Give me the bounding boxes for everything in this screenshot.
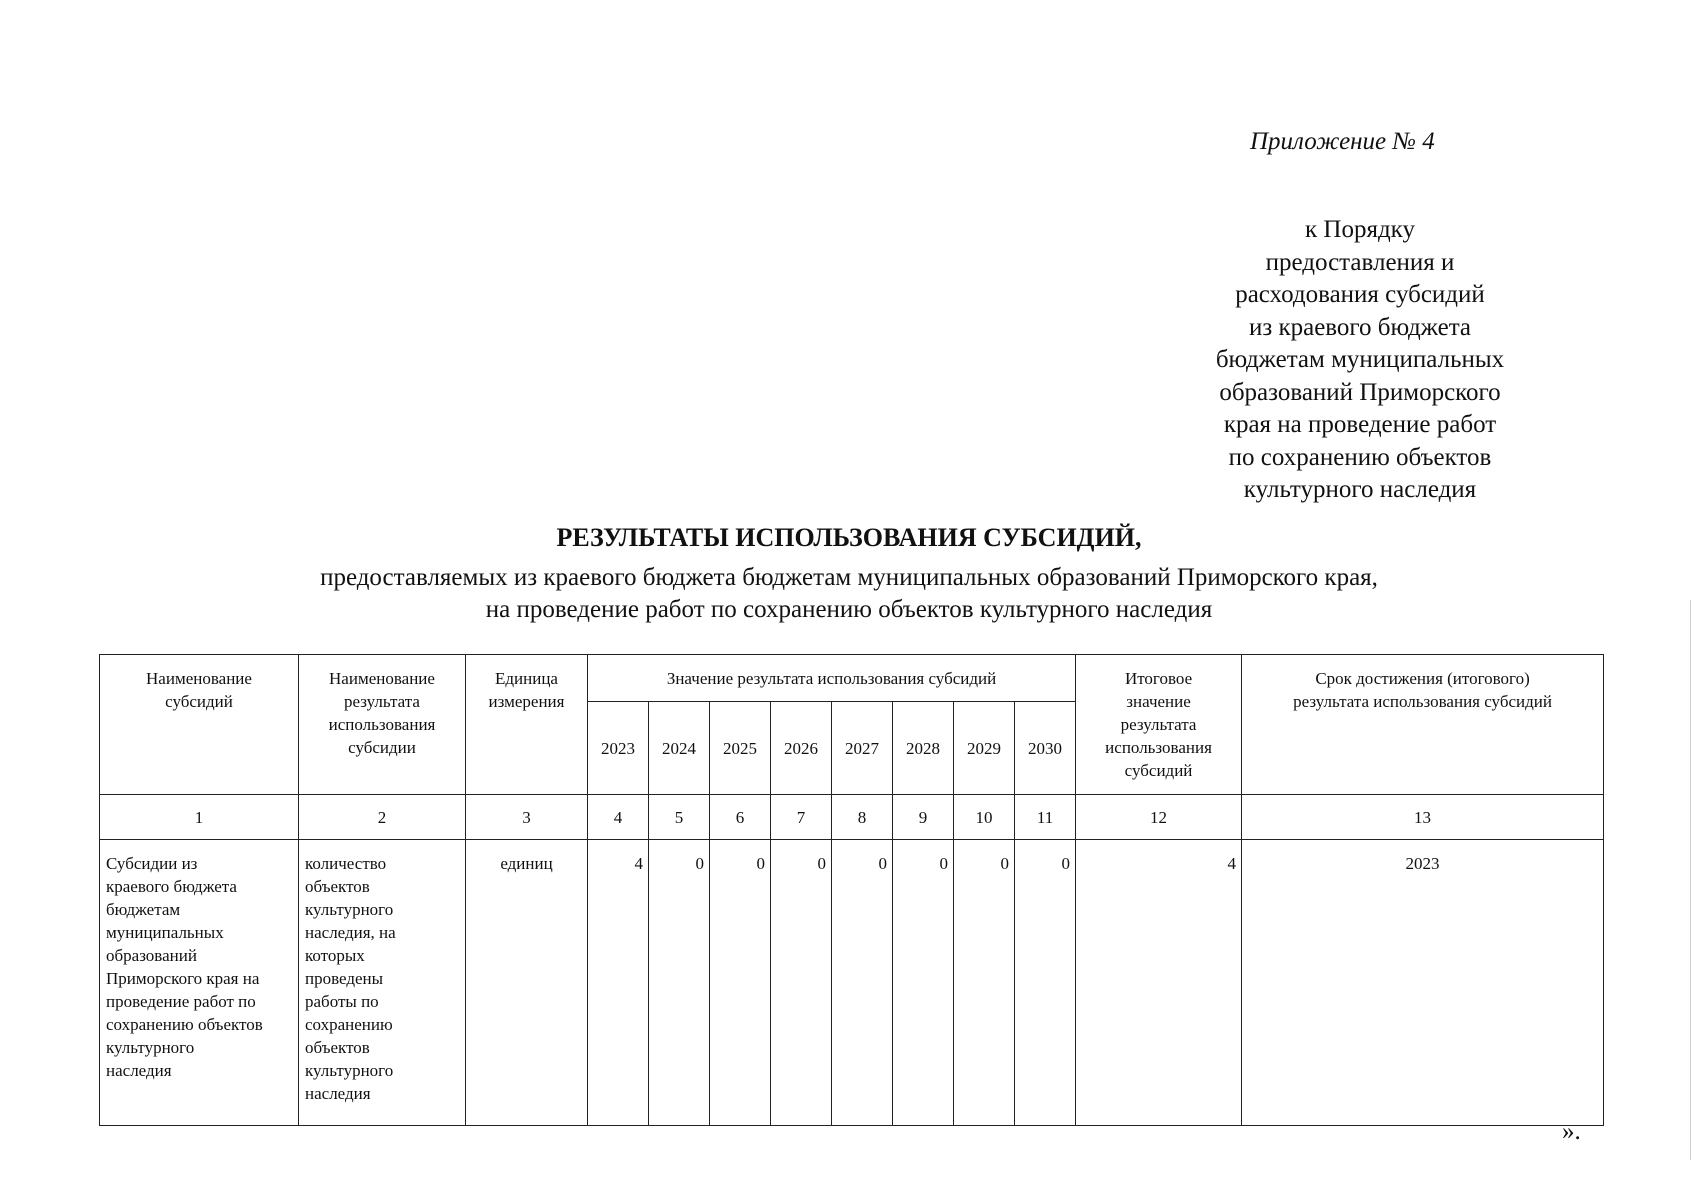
cell-year-value: 0 bbox=[1015, 840, 1076, 1126]
document-subtitle-line: предоставляемых из краевого бюджета бюджетам муниципальных образований Приморского края, bbox=[320, 564, 1378, 591]
closing-quote-mark: ». bbox=[1562, 1118, 1581, 1145]
header-text: значение bbox=[1126, 692, 1191, 711]
column-number: 9 bbox=[893, 795, 954, 840]
header-text: измерения bbox=[488, 692, 565, 711]
document-subtitle-line: на проведение работ по сохранению объектов культурного наследия bbox=[485, 596, 1213, 623]
cell-text: наследия bbox=[106, 1061, 172, 1080]
cell-text: работы по bbox=[305, 992, 379, 1011]
document-subtitle bbox=[0, 562, 1698, 626]
cell-text: объектов bbox=[305, 1038, 370, 1057]
appendix-ref-line: к Порядку bbox=[1305, 216, 1415, 243]
cell-final-value: 4 bbox=[1076, 840, 1242, 1126]
cell-text: проведены bbox=[305, 969, 384, 988]
header-year: 2026 bbox=[771, 702, 832, 795]
cell-year-value: 0 bbox=[893, 840, 954, 1126]
header-text: использования bbox=[328, 715, 436, 734]
cell-text: бюджетам bbox=[106, 900, 181, 919]
cell-year-value: 0 bbox=[649, 840, 710, 1126]
header-unit bbox=[466, 655, 588, 795]
column-number: 12 bbox=[1076, 795, 1242, 840]
cell-year-value: 0 bbox=[954, 840, 1015, 1126]
cell-text: сохранению bbox=[305, 1015, 393, 1034]
header-result-name bbox=[299, 655, 466, 795]
cell-deadline: 2023 bbox=[1242, 840, 1604, 1126]
cell-text: наследия, на bbox=[305, 923, 396, 942]
cell-text: Приморского края на bbox=[106, 969, 260, 988]
header-text: результата bbox=[344, 692, 420, 711]
document-title: РЕЗУЛЬТАТЫ ИСПОЛЬЗОВАНИЯ СУБСИДИЙ, bbox=[556, 523, 1142, 552]
column-number: 8 bbox=[832, 795, 893, 840]
cell-text: образований bbox=[106, 946, 197, 965]
appendix-ref-line: края на проведение работ bbox=[1223, 411, 1497, 438]
cell-text: муниципальных bbox=[106, 923, 224, 942]
cell-text: культурного bbox=[106, 1038, 195, 1057]
column-number: 1 bbox=[100, 795, 299, 840]
column-number: 3 bbox=[466, 795, 588, 840]
header-text: Срок достижения (итогового) bbox=[1315, 669, 1530, 688]
header-year: 2030 bbox=[1015, 702, 1076, 795]
appendix-ref-line: по сохранению объектов bbox=[1228, 443, 1492, 471]
header-year: 2024 bbox=[649, 702, 710, 795]
appendix-ref-line: образований Приморского bbox=[1219, 378, 1501, 406]
header-text: использования bbox=[1105, 738, 1212, 757]
cell-text: объектов bbox=[305, 877, 370, 896]
cell-unit: единиц bbox=[466, 840, 588, 1126]
cell-text: Субсидии из bbox=[106, 854, 198, 873]
appendix-ref-line: культурного наследия bbox=[1243, 476, 1477, 503]
appendix-ref-line: из краевого бюджета bbox=[1248, 313, 1472, 341]
appendix-ref-line: расходования субсидий bbox=[1235, 281, 1485, 308]
cell-text: сохранению объектов bbox=[106, 1015, 263, 1034]
cell-text: количество bbox=[305, 854, 387, 873]
header-text: субсидий bbox=[1124, 761, 1193, 780]
appendix-ref-line: предоставления и bbox=[1265, 248, 1455, 276]
header-deadline bbox=[1242, 655, 1604, 795]
header-final-value bbox=[1076, 655, 1242, 795]
appendix-ref-line: бюджетам муниципальных bbox=[1215, 346, 1505, 373]
header-year: 2027 bbox=[832, 702, 893, 795]
column-number: 2 bbox=[299, 795, 466, 840]
header-text: Наименование bbox=[146, 669, 252, 688]
results-table bbox=[99, 654, 1604, 1126]
cell-text: культурного bbox=[305, 1061, 394, 1080]
header-text: Итоговое bbox=[1124, 669, 1193, 688]
cell-year-value: 0 bbox=[771, 840, 832, 1126]
appendix-reference bbox=[1190, 214, 1530, 507]
cell-text: краевого бюджета bbox=[106, 877, 237, 896]
header-text: субсидий bbox=[165, 692, 233, 711]
column-number: 11 bbox=[1015, 795, 1076, 840]
header-year: 2028 bbox=[893, 702, 954, 795]
column-number: 5 bbox=[649, 795, 710, 840]
header-text: результата bbox=[1120, 715, 1197, 734]
scan-edge-line bbox=[1690, 600, 1691, 1160]
header-value-group: Значение результата использования субсидий bbox=[588, 655, 1076, 702]
column-number: 10 bbox=[954, 795, 1015, 840]
cell-text: культурного bbox=[305, 900, 394, 919]
cell-year-value: 0 bbox=[710, 840, 771, 1126]
header-subsidy-name bbox=[100, 655, 299, 795]
table-header-row bbox=[100, 655, 1604, 702]
column-number: 6 bbox=[710, 795, 771, 840]
cell-text: проведение работ по bbox=[106, 992, 256, 1011]
cell-year-value: 0 bbox=[832, 840, 893, 1126]
header-year: 2023 bbox=[588, 702, 649, 795]
column-number: 13 bbox=[1242, 795, 1604, 840]
appendix-title: Приложение № 4 bbox=[1250, 128, 1435, 155]
header-year: 2025 bbox=[710, 702, 771, 795]
header-text: Единица bbox=[495, 669, 558, 688]
column-number: 7 bbox=[771, 795, 832, 840]
header-text: результата использования субсидий bbox=[1293, 692, 1552, 711]
cell-year-value: 4 bbox=[588, 840, 649, 1126]
header-text: Наименование bbox=[329, 669, 435, 688]
header-text: субсидии bbox=[348, 738, 416, 757]
cell-result-name bbox=[299, 840, 466, 1126]
cell-subsidy-name bbox=[100, 840, 299, 1126]
column-number: 4 bbox=[588, 795, 649, 840]
table-column-number-row bbox=[100, 795, 1604, 840]
cell-text: наследия bbox=[305, 1084, 371, 1103]
table-row bbox=[100, 840, 1604, 1126]
header-year: 2029 bbox=[954, 702, 1015, 795]
cell-text: которых bbox=[305, 946, 365, 965]
